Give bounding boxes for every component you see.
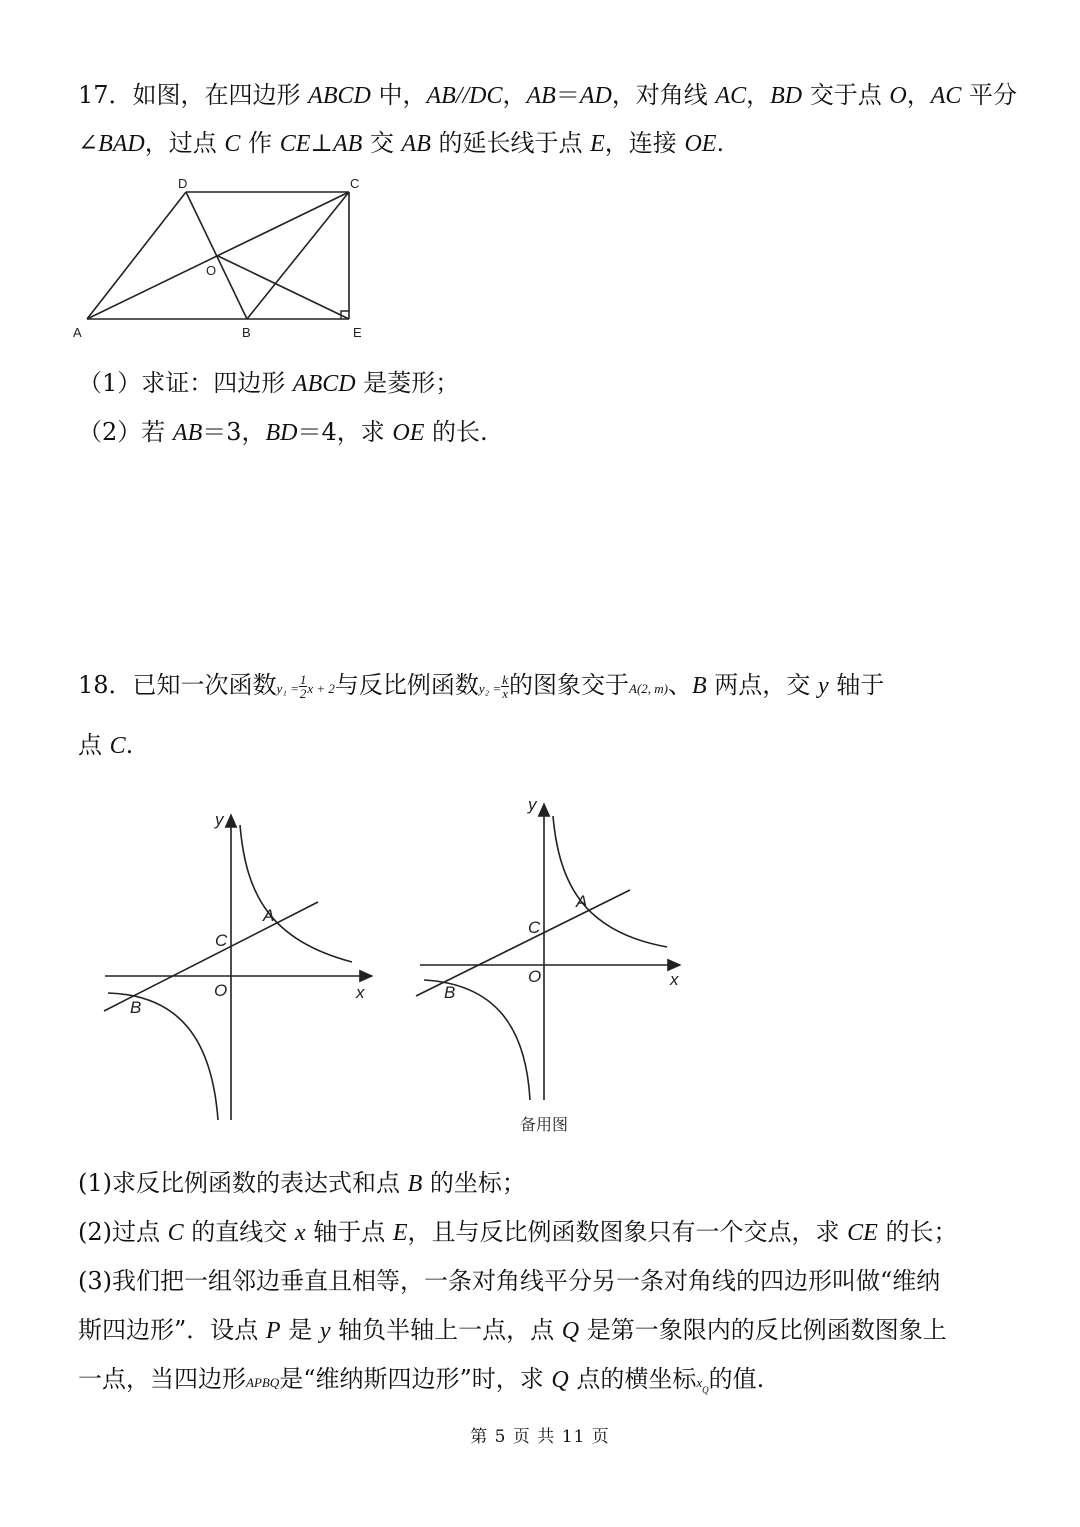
label-y: y [215,810,224,829]
fraction-k-over-x: $\frac{k}{x}$ [502,672,508,701]
segment-BC [247,192,349,319]
fraction-one-half: $\frac{1}{2}$ [299,672,307,701]
segment-BD [186,192,247,319]
linear-function-line [416,890,630,996]
equation-y1-lhs: y₁ = [276,681,299,696]
label-C: C [528,918,541,937]
q17-line-1: 17．如图，在四边形 ABCD 中，AB//DC，AB＝AD，对角线 AC，BD 交于点 O，AC 平分 [78,81,1018,109]
label-O: O [206,263,217,278]
label-x: x [670,970,679,989]
label-y: y [528,795,537,814]
page-footer: 第 5 页 共 11 页 [470,1427,610,1447]
label-C: C [215,931,228,950]
q18-part-2: (2)过点 C 的直线交 x 轴于点 E，且与反比例函数图象只有一个交点，求 CE 的长； [78,1218,958,1246]
label-A: A [73,325,82,340]
hyperbola-third-quadrant [424,980,530,1100]
hyperbola-third-quadrant [108,993,218,1120]
label-A: A [576,892,588,911]
q18-part-1: (1)求反比例函数的表达式和点 B 的坐标； [78,1169,526,1197]
q18-graph-backup [412,792,702,1142]
point-A-coords: A(2, m) [629,681,668,696]
equation-y1-rhs: x + 2 [307,681,335,696]
q18-line-1: 18．已知一次函数y₁ = $\frac{1}{2}$ x + 2与反比例函数y₂ = $\frac{k}{x}$ 的图象交于A(2, m)、B 两点，交 y 轴于 [78,671,885,701]
q18-graph-main [100,805,390,1125]
label-O: O [214,981,228,1000]
q18-part-3-line-3: 一点，当四边形APBQ是“维纳斯四边形”时，求 Q 点的横坐标$x_Q$的值. [78,1365,765,1395]
q18-part-3-line-1: (3)我们把一组邻边垂直且相等，一条对角线平分另一条对角线的四边形叫做“维纳 [78,1267,941,1295]
q18-line-2: 点 C. [78,731,134,759]
hyperbola-first-quadrant [553,816,667,947]
q18-part-3-line-2: 斯四边形”．设点 P 是 y 轴负半轴上一点，点 Q 是第一象限内的反比例函数图象上 [78,1316,947,1344]
segment-OE [218,256,349,319]
label-O: O [528,967,542,986]
segment-AD [87,192,186,319]
equation-y2-lhs: y₂ = [478,681,502,696]
label-A: A [263,906,275,925]
label-B: B [130,998,142,1017]
q17-part-2: （2）若 AB＝3，BD＝4，求 OE 的长. [78,418,488,446]
label-B: B [444,983,456,1002]
label-x: x [356,983,365,1002]
q17-part-1: （1）求证：四边形 ABCD 是菱形； [78,369,460,397]
label-E: E [353,325,362,340]
label-C: C [350,176,360,191]
label-B: B [242,325,251,340]
label-D: D [178,176,188,191]
linear-function-line [104,902,318,1011]
q17-figure [70,172,380,352]
hyperbola-first-quadrant [240,825,352,962]
q17-line-2: ∠BAD，过点 C 作 CE⊥AB 交 AB 的延长线于点 E，连接 OE. [78,129,725,157]
backup-figure-caption: 备用图 [520,1115,569,1134]
